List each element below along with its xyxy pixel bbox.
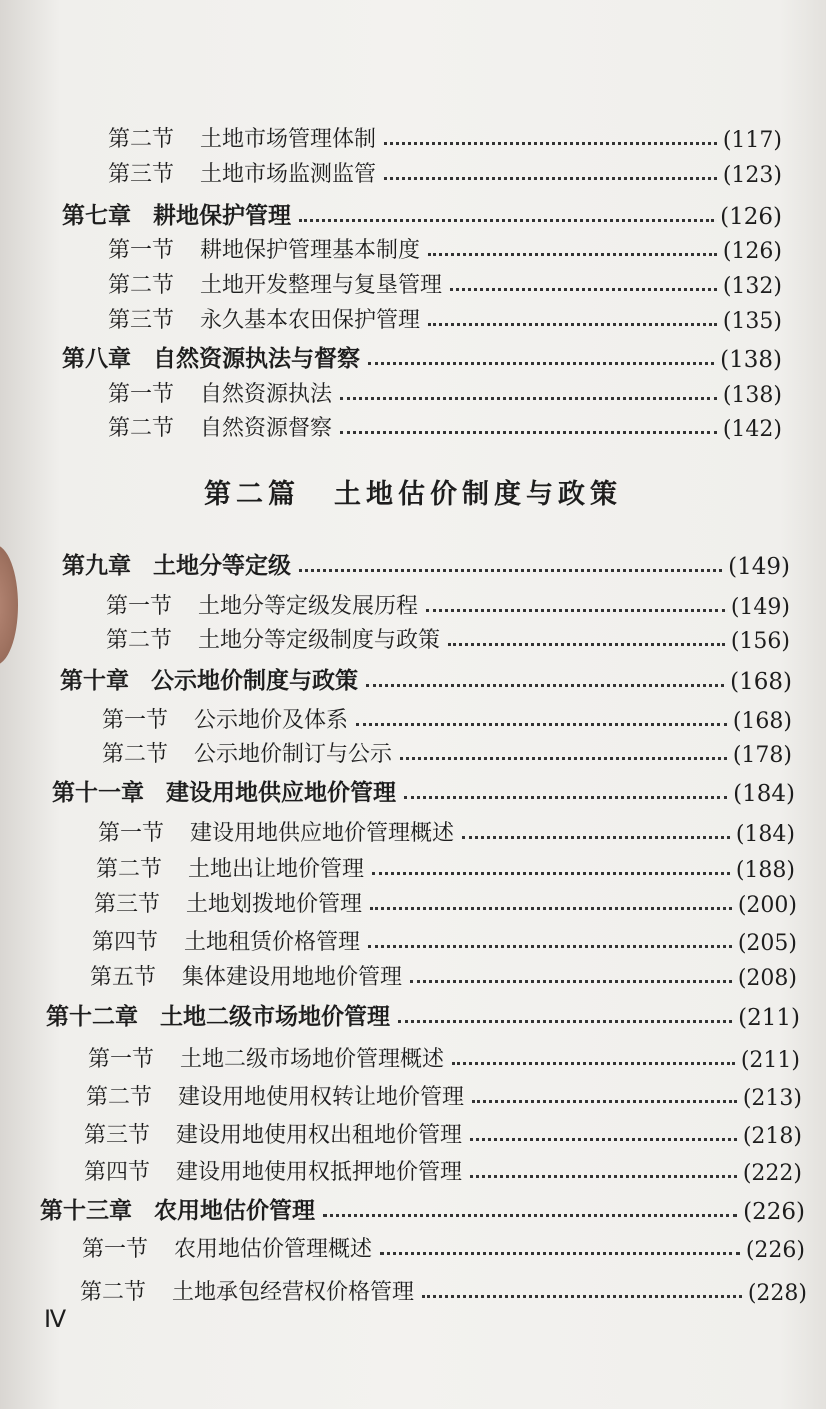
entry-title: 建设用地供应地价管理 (166, 779, 396, 806)
toc-section-entry (108, 411, 782, 442)
entry-page-number: (132) (722, 274, 782, 299)
toc-section-entry (84, 1118, 802, 1149)
leader-dots (410, 980, 732, 983)
entry-page-number: (218) (742, 1124, 802, 1149)
leader-dots (472, 1100, 737, 1103)
toc-section-entry (84, 1155, 802, 1186)
leader-dots (384, 177, 717, 180)
leader-dots (470, 1138, 737, 1141)
leader-dots (380, 1252, 740, 1255)
entry-title: 耕地保护管理 (153, 202, 291, 229)
entry-page-number: (135) (722, 309, 782, 334)
entry-number: 第二节 (86, 1085, 153, 1110)
entry-page-number: (211) (740, 1048, 800, 1073)
toc-section-entry (106, 589, 790, 620)
leader-dots (368, 945, 732, 948)
toc-chapter-entry (62, 547, 790, 580)
entry-number: 第一节 (88, 1047, 155, 1072)
toc-section-entry (108, 303, 782, 334)
toc-chapter-entry (52, 774, 795, 807)
toc-section-entry (90, 960, 797, 991)
part-title-text: 土地估价制度与政策 (334, 479, 622, 510)
toc-section-entry (108, 377, 782, 408)
leader-dots (398, 1020, 732, 1023)
part-number: 第二篇 (204, 479, 300, 510)
entry-page-number: (126) (722, 239, 782, 264)
entry-number: 第四节 (92, 930, 159, 955)
entry-title: 耕地保护管理基本制度 (200, 238, 421, 263)
leader-dots (384, 142, 717, 145)
leader-dots (450, 288, 717, 291)
entry-number: 第二节 (108, 127, 175, 152)
entry-page-number: (211) (738, 1005, 800, 1031)
entry-title: 土地分等定级发展历程 (198, 594, 419, 619)
entry-number: 第二节 (106, 628, 173, 653)
entry-number: 第四节 (84, 1160, 151, 1185)
entry-page-number: (168) (732, 709, 792, 734)
toc-section-entry (102, 737, 792, 768)
toc-section-entry (106, 623, 790, 654)
toc-section-entry (80, 1275, 807, 1306)
entry-title: 土地开发整理与复垦管理 (200, 273, 443, 298)
entry-number: 第一节 (82, 1237, 149, 1262)
toc-chapter-entry (46, 998, 800, 1031)
entry-title: 土地二级市场地价管理概述 (180, 1047, 445, 1072)
toc-section-entry (86, 1080, 802, 1111)
entry-page-number: (188) (735, 858, 795, 883)
toc-section-entry (108, 157, 782, 188)
entry-page-number: (178) (732, 743, 792, 768)
entry-page-number: (205) (737, 931, 797, 956)
entry-title: 土地二级市场地价管理 (160, 1003, 390, 1030)
entry-number: 第二节 (102, 742, 169, 767)
entry-number: 第三节 (94, 892, 161, 917)
toc-section-entry (82, 1232, 805, 1263)
entry-title: 土地承包经营权价格管理 (172, 1280, 415, 1305)
entry-title: 自然资源执法与督察 (153, 345, 360, 372)
leader-dots (366, 684, 724, 687)
toc-section-entry (108, 122, 782, 153)
entry-page-number: (226) (745, 1238, 805, 1263)
leader-dots (340, 397, 717, 400)
leader-dots (372, 872, 730, 875)
entry-number: 第一节 (98, 821, 165, 846)
entry-page-number: (142) (722, 417, 782, 442)
entry-page-number: (228) (747, 1281, 807, 1306)
entry-page-number: (138) (722, 383, 782, 408)
entry-number: 第十章 (60, 667, 129, 694)
leader-dots (452, 1062, 735, 1065)
leader-dots (462, 836, 730, 839)
entry-number: 第八章 (62, 345, 131, 372)
leader-dots (422, 1295, 742, 1298)
entry-page-number: (200) (737, 893, 797, 918)
part-heading (0, 472, 826, 511)
toc-chapter-entry (40, 1192, 805, 1225)
leader-dots (323, 1214, 737, 1217)
entry-title: 农用地估价管理 (154, 1197, 315, 1224)
toc-section-entry (88, 1042, 800, 1073)
toc-section-entry (98, 816, 795, 847)
entry-title: 集体建设用地地价管理 (182, 965, 403, 990)
entry-number: 第九章 (62, 552, 131, 579)
entry-page-number: (168) (730, 669, 792, 695)
leader-dots (340, 431, 717, 434)
entry-page-number: (149) (730, 595, 790, 620)
entry-title: 农用地估价管理概述 (174, 1237, 373, 1262)
entry-page-number: (226) (743, 1199, 805, 1225)
leader-dots (404, 796, 727, 799)
toc-chapter-entry (62, 197, 782, 230)
toc-section-entry (108, 233, 782, 264)
leader-dots (299, 219, 714, 222)
entry-title: 建设用地使用权抵押地价管理 (176, 1160, 463, 1185)
leader-dots (370, 907, 732, 910)
entry-page-number: (184) (735, 822, 795, 847)
leader-dots (470, 1175, 737, 1178)
entry-page-number: (123) (722, 163, 782, 188)
entry-number: 第二节 (108, 416, 175, 441)
leader-dots (428, 253, 717, 256)
leader-dots (368, 362, 714, 365)
entry-number: 第三节 (84, 1123, 151, 1148)
leader-dots (356, 723, 727, 726)
toc-chapter-entry (60, 662, 792, 695)
entry-number: 第五节 (90, 965, 157, 990)
toc-section-entry (102, 703, 792, 734)
entry-number: 第十二章 (46, 1003, 138, 1030)
entry-number: 第十三章 (40, 1197, 132, 1224)
entry-title: 公示地价制度与政策 (151, 667, 358, 694)
thumb-shadow (0, 545, 18, 665)
entry-title: 公示地价制订与公示 (194, 742, 393, 767)
entry-title: 建设用地供应地价管理概述 (190, 821, 455, 846)
entry-page-number: (117) (722, 128, 782, 153)
entry-title: 土地分等定级制度与政策 (198, 628, 441, 653)
entry-number: 第十一章 (52, 779, 144, 806)
entry-title: 公示地价及体系 (194, 708, 349, 733)
entry-title: 土地划拨地价管理 (186, 892, 363, 917)
entry-number: 第一节 (102, 708, 169, 733)
entry-page-number: (213) (742, 1086, 802, 1111)
entry-page-number: (126) (720, 204, 782, 230)
entry-page-number: (156) (730, 629, 790, 654)
leader-dots (299, 569, 722, 572)
entry-title: 土地租赁价格管理 (184, 930, 361, 955)
entry-number: 第二节 (96, 857, 163, 882)
entry-title: 土地市场管理体制 (200, 127, 377, 152)
leader-dots (448, 643, 725, 646)
entry-page-number: (222) (742, 1161, 802, 1186)
toc-section-entry (92, 925, 797, 956)
entry-title: 土地市场监测监管 (200, 162, 377, 187)
entry-number: 第一节 (106, 594, 173, 619)
entry-page-number: (138) (720, 347, 782, 373)
entry-title: 自然资源执法 (200, 382, 333, 407)
leader-dots (428, 323, 717, 326)
entry-number: 第二节 (80, 1280, 147, 1305)
toc-section-entry (94, 887, 797, 918)
leader-dots (426, 609, 725, 612)
entry-number: 第一节 (108, 238, 175, 263)
entry-page-number: (149) (728, 554, 790, 580)
entry-page-number: (208) (737, 966, 797, 991)
entry-title: 土地分等定级 (153, 552, 291, 579)
toc-section-entry (96, 852, 795, 883)
entry-number: 第七章 (62, 202, 131, 229)
entry-title: 自然资源督察 (200, 416, 333, 441)
entry-title: 建设用地使用权转让地价管理 (178, 1085, 465, 1110)
entry-page-number: (184) (733, 781, 795, 807)
toc-chapter-entry (62, 340, 782, 373)
entry-title: 建设用地使用权出租地价管理 (176, 1123, 463, 1148)
entry-number: 第三节 (108, 308, 175, 333)
page-folio: Ⅳ (44, 1307, 67, 1333)
toc-section-entry (108, 268, 782, 299)
entry-number: 第三节 (108, 162, 175, 187)
entry-title: 永久基本农田保护管理 (200, 308, 421, 333)
entry-number: 第二节 (108, 273, 175, 298)
entry-title: 土地出让地价管理 (188, 857, 365, 882)
leader-dots (400, 757, 727, 760)
entry-number: 第一节 (108, 382, 175, 407)
